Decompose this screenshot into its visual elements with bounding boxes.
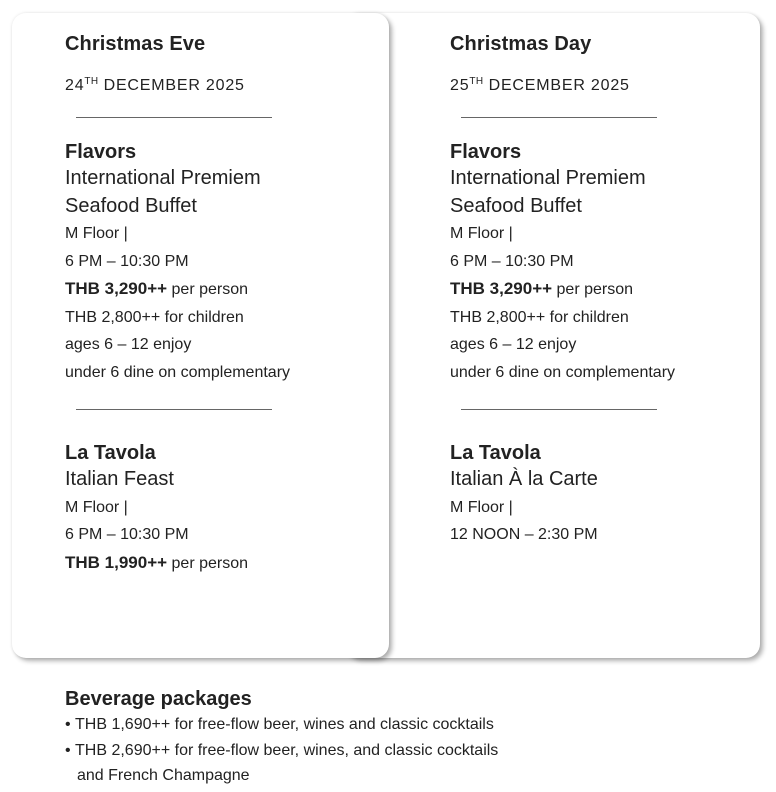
venue-time: 12 NOON – 2:30 PM [450, 526, 598, 543]
venue-flavors [450, 139, 675, 386]
venue-time: 6 PM – 10:30 PM [65, 526, 189, 543]
divider [76, 117, 272, 118]
venue-la-tavola [450, 440, 598, 549]
venue-concept: Italian À la Carte [450, 468, 598, 490]
venue-la-tavola [65, 440, 248, 577]
beverage-item: • THB 2,690++ for free-flow beer, wines, and classic cocktails [65, 738, 498, 764]
bullet-icon: • [65, 741, 71, 759]
divider [461, 117, 657, 118]
divider [461, 409, 657, 410]
venue-price: THB 3,290++ per person [65, 279, 249, 298]
venue-concept: Italian Feast [65, 468, 174, 490]
beverage-item-continuation: and French Champagne [77, 767, 250, 784]
venue-note: ages 6 – 12 enjoy [450, 336, 577, 353]
venue-time: 6 PM – 10:30 PM [450, 252, 574, 270]
venue-note: THB 2,800++ for children [65, 308, 244, 326]
day-title: Christmas Day [450, 33, 592, 55]
venue-flavors [65, 139, 290, 386]
venue-note: ages 6 – 12 enjoy [65, 336, 192, 353]
venue-note: THB 2,800++ for children [450, 308, 629, 326]
venue-name: La Tavola [65, 442, 156, 464]
venue-concept: Seafood Buffet [65, 194, 197, 217]
venue-floor: M Floor | [65, 225, 128, 242]
beverage-packages [65, 686, 498, 789]
venue-note: under 6 dine on complementary [65, 363, 291, 381]
venue-price: THB 1,990++ per person [65, 552, 249, 572]
venue-price: THB 3,290++ per person [450, 279, 634, 298]
venue-concept: Seafood Buffet [450, 194, 582, 217]
venue-floor: M Floor | [65, 498, 128, 516]
venue-concept: International Premiem [65, 167, 261, 189]
venue-name: Flavors [65, 141, 137, 163]
beverage-title: Beverage packages [65, 688, 252, 710]
venue-time: 6 PM – 10:30 PM [65, 252, 189, 270]
venue-floor: M Floor | [450, 498, 513, 516]
venue-note: under 6 dine on complementary [450, 363, 676, 381]
day-date: 24TH DECEMBER 2025 [65, 76, 245, 94]
divider [76, 409, 272, 410]
day-title: Christmas Eve [65, 33, 206, 55]
venue-floor: M Floor | [450, 225, 513, 242]
bullet-icon: • [65, 716, 71, 733]
venue-name: Flavors [450, 141, 522, 163]
venue-concept: International Premiem [450, 167, 646, 189]
beverage-item: • THB 1,690++ for free-flow beer, wines and classic cocktails [65, 712, 498, 738]
day-date: 25TH DECEMBER 2025 [450, 76, 630, 94]
venue-name: La Tavola [450, 442, 541, 464]
